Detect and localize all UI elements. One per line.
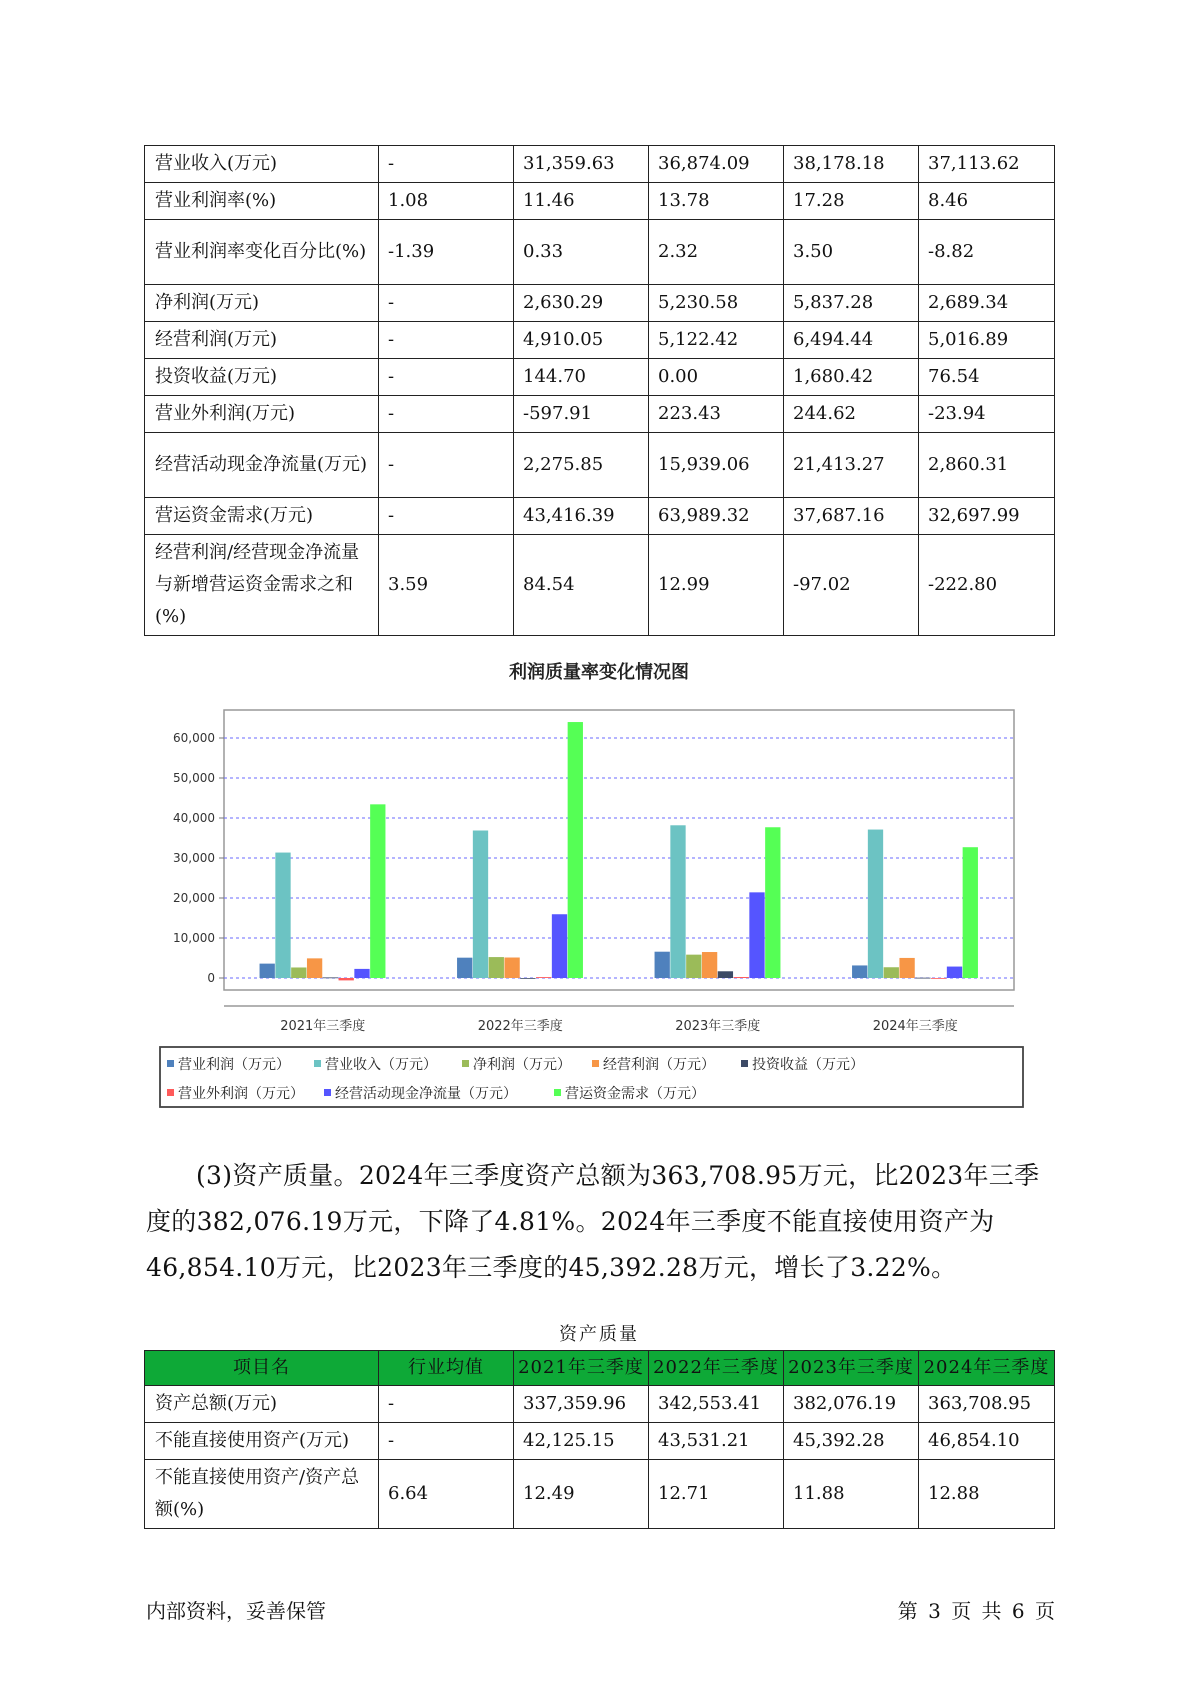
legend-label: 营运资金需求（万元） <box>565 1086 705 1102</box>
table-cell: 2.32 <box>649 220 784 285</box>
table-cell: 3.59 <box>379 535 514 636</box>
x-axis-ticks <box>280 1018 958 1034</box>
bar <box>275 853 290 978</box>
x-tick-label: 2021年三季度 <box>280 1019 366 1034</box>
table-cell: -8.82 <box>919 220 1055 285</box>
table-cell: 6.64 <box>379 1460 514 1529</box>
bar <box>568 722 583 978</box>
legend-label: 经营利润（万元） <box>603 1057 715 1073</box>
bar <box>354 969 369 978</box>
row-label: 投资收益(万元) <box>145 359 379 396</box>
legend-swatch <box>324 1089 331 1096</box>
table-cell: 4,910.05 <box>514 322 649 359</box>
table-cell: 2,689.34 <box>919 285 1055 322</box>
y-tick-label: 40,000 <box>173 811 215 825</box>
table-cell: 31,359.63 <box>514 146 649 183</box>
table-cell: 13.78 <box>649 183 784 220</box>
table-cell: -97.02 <box>784 535 919 636</box>
table-cell: - <box>379 322 514 359</box>
table-cell: 12.71 <box>649 1460 784 1529</box>
row-label: 经营利润(万元) <box>145 322 379 359</box>
table-cell: - <box>379 359 514 396</box>
row-label: 营业利润率变化百分比(%) <box>145 220 379 285</box>
legend-swatch <box>462 1060 469 1067</box>
paragraph-text: (3)资产质量。2024年三季度资产总额为363,708.95万元，比2023年三季度的382,076.19万元，下降了4.81%。2024年三季度不能直接使用资产为46,854.10万元，比2023年三季度的45,392.28万元，增长了3.22%。 <box>146 1161 1040 1282</box>
bar <box>899 958 914 978</box>
table-cell: 5,122.42 <box>649 322 784 359</box>
legend-swatch <box>167 1089 174 1096</box>
bar <box>552 914 567 978</box>
row-label: 营业利润率(%) <box>145 183 379 220</box>
asset-quality-table <box>144 1350 1055 1529</box>
row-label: 不能直接使用资产/资产总额(%) <box>145 1460 379 1529</box>
bar <box>931 978 946 979</box>
table-cell: - <box>379 1386 514 1423</box>
table-row <box>145 433 1055 498</box>
table-cell: - <box>379 146 514 183</box>
table-cell: -23.94 <box>919 396 1055 433</box>
table-cell: 46,854.10 <box>919 1423 1055 1460</box>
table-row <box>145 146 1055 183</box>
table-row <box>145 535 1055 636</box>
table-cell: 244.62 <box>784 396 919 433</box>
table-cell: 43,531.21 <box>649 1423 784 1460</box>
table-cell: 11.46 <box>514 183 649 220</box>
column-header: 行业均值 <box>379 1351 514 1386</box>
table-cell: 43,416.39 <box>514 498 649 535</box>
bar <box>504 958 519 978</box>
table-cell: 63,989.32 <box>649 498 784 535</box>
y-tick-label: 50,000 <box>173 771 215 785</box>
bar <box>457 958 472 978</box>
bar <box>852 965 867 978</box>
table-cell: 1.08 <box>379 183 514 220</box>
table-cell: - <box>379 1423 514 1460</box>
table-cell: - <box>379 498 514 535</box>
table-cell: 8.46 <box>919 183 1055 220</box>
row-label: 经营利润/经营现金净流量与新增营运资金需求之和(%) <box>145 535 379 636</box>
table-row <box>145 1386 1055 1423</box>
column-header: 2022年三季度 <box>649 1351 784 1386</box>
table-cell: 5,016.89 <box>919 322 1055 359</box>
table-cell: 37,687.16 <box>784 498 919 535</box>
bar <box>686 955 701 978</box>
legend-label: 净利润（万元） <box>473 1057 571 1073</box>
table-row <box>145 285 1055 322</box>
table-cell: 2,630.29 <box>514 285 649 322</box>
bar <box>702 952 717 978</box>
bar <box>884 967 899 978</box>
row-label: 营运资金需求(万元) <box>145 498 379 535</box>
column-header: 项目名 <box>145 1351 379 1386</box>
table-cell: -1.39 <box>379 220 514 285</box>
table-cell: 1,680.42 <box>784 359 919 396</box>
table-row <box>145 322 1055 359</box>
table-cell: - <box>379 396 514 433</box>
table-row <box>145 1423 1055 1460</box>
table-cell: 36,874.09 <box>649 146 784 183</box>
bar <box>370 804 385 978</box>
table-cell: 337,359.96 <box>514 1386 649 1423</box>
table-cell: 45,392.28 <box>784 1423 919 1460</box>
table-row <box>145 220 1055 285</box>
bar <box>291 967 306 978</box>
y-tick-label: 30,000 <box>173 851 215 865</box>
table-row <box>145 498 1055 535</box>
legend-swatch <box>314 1060 321 1067</box>
bar <box>963 847 978 978</box>
table-cell: 38,178.18 <box>784 146 919 183</box>
table-cell: 37,113.62 <box>919 146 1055 183</box>
table-cell: - <box>379 285 514 322</box>
y-tick-label: 0 <box>207 971 215 985</box>
chart-title: 利润质量率变化情况图 <box>509 662 689 683</box>
bar <box>670 825 685 978</box>
table-cell: 32,697.99 <box>919 498 1055 535</box>
plot-area <box>224 710 1014 990</box>
y-tick-label: 20,000 <box>173 891 215 905</box>
table-cell: 0.00 <box>649 359 784 396</box>
bar <box>947 967 962 978</box>
table-cell: 5,837.28 <box>784 285 919 322</box>
column-header: 2023年三季度 <box>784 1351 919 1386</box>
row-label: 营业收入(万元) <box>145 146 379 183</box>
table-cell: 363,708.95 <box>919 1386 1055 1423</box>
table-cell: 0.33 <box>514 220 649 285</box>
table-cell: 15,939.06 <box>649 433 784 498</box>
bar <box>339 978 354 980</box>
bar <box>749 892 764 978</box>
footer-page-number: 第 3 页 共 6 页 <box>897 1599 1055 1623</box>
profit-quality-table <box>144 145 1055 636</box>
table-cell: 11.88 <box>784 1460 919 1529</box>
legend-swatch <box>167 1060 174 1067</box>
row-label: 资产总额(万元) <box>145 1386 379 1423</box>
legend-label: 营业收入（万元） <box>325 1057 437 1073</box>
table-cell: 84.54 <box>514 535 649 636</box>
table-cell: 42,125.15 <box>514 1423 649 1460</box>
table-header-row <box>145 1351 1055 1386</box>
bar-chart <box>144 650 1054 1110</box>
bar <box>734 977 749 978</box>
bar <box>718 971 733 978</box>
bar <box>307 958 322 978</box>
legend-label: 营业利润（万元） <box>178 1057 290 1073</box>
asset-quality-paragraph <box>146 1153 1061 1291</box>
table-row <box>145 1460 1055 1529</box>
y-tick-label: 10,000 <box>173 931 215 945</box>
bar <box>323 977 338 978</box>
legend-swatch <box>592 1060 599 1067</box>
table-cell: 12.99 <box>649 535 784 636</box>
column-header: 2021年三季度 <box>514 1351 649 1386</box>
legend-label: 经营活动现金净流量（万元） <box>335 1086 517 1102</box>
table-row <box>145 359 1055 396</box>
legend-swatch <box>741 1060 748 1067</box>
table-caption: 资产质量 <box>559 1324 639 1345</box>
legend-label: 营业外利润（万元） <box>178 1086 304 1102</box>
bar <box>868 830 883 978</box>
table-cell: 21,413.27 <box>784 433 919 498</box>
table-cell: 5,230.58 <box>649 285 784 322</box>
legend-swatch <box>554 1089 561 1096</box>
x-tick-label: 2024年三季度 <box>872 1019 958 1034</box>
table-cell: 76.54 <box>919 359 1055 396</box>
profit-quality-chart <box>144 650 1054 1110</box>
table-cell: 223.43 <box>649 396 784 433</box>
table-row <box>145 396 1055 433</box>
table-cell: 382,076.19 <box>784 1386 919 1423</box>
row-label: 营业外利润(万元) <box>145 396 379 433</box>
table-cell: 342,553.41 <box>649 1386 784 1423</box>
table-cell: -222.80 <box>919 535 1055 636</box>
table-row <box>145 183 1055 220</box>
bar <box>765 827 780 978</box>
y-axis-ticks <box>173 731 224 985</box>
row-label: 经营活动现金净流量(万元) <box>145 433 379 498</box>
column-header: 2024年三季度 <box>919 1351 1055 1386</box>
table-cell: 2,275.85 <box>514 433 649 498</box>
bar <box>473 831 488 978</box>
legend-label: 投资收益（万元） <box>752 1057 864 1073</box>
bar <box>915 978 930 979</box>
table-cell: 144.70 <box>514 359 649 396</box>
table-cell: 12.88 <box>919 1460 1055 1529</box>
footer-confidential: 内部资料，妥善保管 <box>146 1599 326 1623</box>
table-cell: 12.49 <box>514 1460 649 1529</box>
row-label: 不能直接使用资产(万元) <box>145 1423 379 1460</box>
x-tick-label: 2023年三季度 <box>675 1019 761 1034</box>
table-cell: 3.50 <box>784 220 919 285</box>
table-cell: 17.28 <box>784 183 919 220</box>
bar <box>655 952 670 978</box>
table-cell: - <box>379 433 514 498</box>
table-cell: 6,494.44 <box>784 322 919 359</box>
y-tick-label: 60,000 <box>173 731 215 745</box>
table-cell: 2,860.31 <box>919 433 1055 498</box>
bar <box>489 957 504 978</box>
row-label: 净利润(万元) <box>145 285 379 322</box>
x-tick-label: 2022年三季度 <box>477 1019 563 1034</box>
bar <box>520 978 535 979</box>
bar <box>536 977 551 978</box>
bar <box>260 964 275 978</box>
table-cell: -597.91 <box>514 396 649 433</box>
